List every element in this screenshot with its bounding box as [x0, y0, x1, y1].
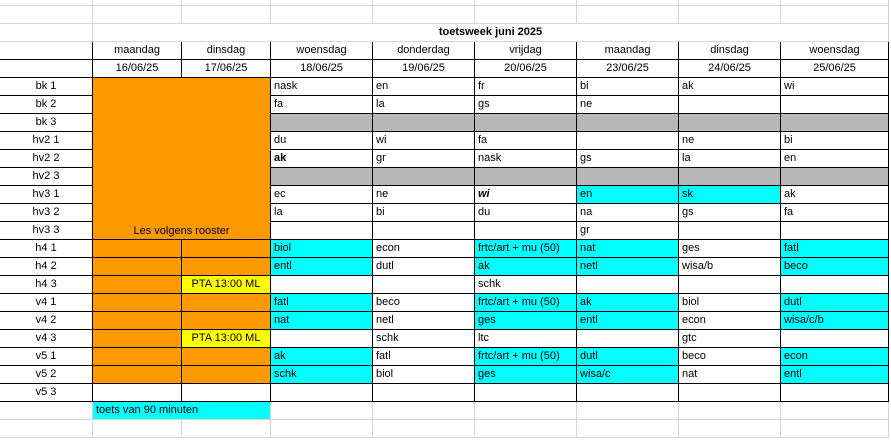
- sheet-cell[interactable]: [182, 366, 271, 384]
- row-label[interactable]: hv2 1: [0, 132, 93, 150]
- pta-cell[interactable]: PTA 13:00 ML: [182, 276, 271, 294]
- sheet-cell[interactable]: [182, 384, 271, 402]
- schedule-cell[interactable]: gtc: [679, 330, 781, 348]
- schedule-cell[interactable]: [271, 276, 373, 294]
- schedule-cell[interactable]: ak: [271, 150, 373, 168]
- schedule-cell[interactable]: frtc/art + mu (50): [475, 240, 577, 258]
- schedule-cell[interactable]: frtc/art + mu (50): [475, 294, 577, 312]
- empty-cell[interactable]: [781, 420, 889, 438]
- empty-cell[interactable]: [0, 6, 93, 24]
- schedule-cell[interactable]: frtc/art + mu (50): [475, 348, 577, 366]
- day-header[interactable]: woensdag: [271, 42, 373, 60]
- schedule-cell[interactable]: [271, 222, 373, 240]
- schedule-cell[interactable]: [577, 384, 679, 402]
- sheet-cell[interactable]: [93, 276, 182, 294]
- sheet-cell[interactable]: [93, 330, 182, 348]
- schedule-cell[interactable]: ak: [271, 348, 373, 366]
- date-header[interactable]: 18/06/25: [271, 60, 373, 78]
- legend-cell[interactable]: toets van 90 minuten: [93, 402, 271, 420]
- schedule-cell[interactable]: [679, 276, 781, 294]
- schedule-cell[interactable]: la: [271, 204, 373, 222]
- schedule-cell[interactable]: [577, 276, 679, 294]
- schedule-cell[interactable]: du: [271, 132, 373, 150]
- schedule-cell[interactable]: [271, 114, 373, 132]
- schedule-cell[interactable]: [679, 168, 781, 186]
- schedule-cell[interactable]: ne: [577, 96, 679, 114]
- schedule-cell[interactable]: [373, 168, 475, 186]
- schedule-cell[interactable]: [679, 114, 781, 132]
- row-label[interactable]: hv3 3: [0, 222, 93, 240]
- schedule-cell[interactable]: ltc: [475, 330, 577, 348]
- sheet-cell[interactable]: [182, 240, 271, 258]
- schedule-cell[interactable]: [373, 384, 475, 402]
- empty-cell[interactable]: [475, 402, 577, 420]
- sheet-cell[interactable]: [93, 258, 182, 276]
- sheet-cell[interactable]: [93, 384, 182, 402]
- schedule-cell[interactable]: netl: [373, 312, 475, 330]
- les-volgens-rooster-block[interactable]: Les volgens rooster: [93, 78, 271, 240]
- sheet-cell[interactable]: [182, 294, 271, 312]
- row-label[interactable]: v4 2: [0, 312, 93, 330]
- schedule-cell[interactable]: ne: [373, 186, 475, 204]
- schedule-cell[interactable]: [577, 330, 679, 348]
- row-label[interactable]: v5 3: [0, 384, 93, 402]
- schedule-cell[interactable]: entl: [577, 312, 679, 330]
- schedule-cell[interactable]: wisa/c/b: [781, 312, 889, 330]
- schedule-cell[interactable]: [781, 114, 889, 132]
- sheet-title[interactable]: toetsweek juni 2025: [93, 24, 889, 42]
- schedule-cell[interactable]: wi: [781, 78, 889, 96]
- empty-cell[interactable]: [0, 420, 93, 438]
- sheet-cell[interactable]: [93, 348, 182, 366]
- day-header[interactable]: vrijdag: [475, 42, 577, 60]
- schedule-cell[interactable]: econ: [373, 240, 475, 258]
- schedule-cell[interactable]: [475, 168, 577, 186]
- empty-cell[interactable]: [373, 402, 475, 420]
- schedule-cell[interactable]: entl: [271, 258, 373, 276]
- schedule-cell[interactable]: econ: [781, 348, 889, 366]
- schedule-cell[interactable]: wi: [373, 132, 475, 150]
- schedule-cell[interactable]: [373, 276, 475, 294]
- schedule-cell[interactable]: beco: [679, 348, 781, 366]
- schedule-cell[interactable]: [781, 222, 889, 240]
- sheet-cell[interactable]: [93, 294, 182, 312]
- schedule-cell[interactable]: netl: [577, 258, 679, 276]
- schedule-cell[interactable]: beco: [373, 294, 475, 312]
- date-header[interactable]: 20/06/25: [475, 60, 577, 78]
- schedule-cell[interactable]: nat: [577, 240, 679, 258]
- schedule-cell[interactable]: biol: [679, 294, 781, 312]
- schedule-cell[interactable]: [373, 222, 475, 240]
- schedule-cell[interactable]: fatl: [781, 240, 889, 258]
- schedule-cell[interactable]: [577, 114, 679, 132]
- schedule-cell[interactable]: ec: [271, 186, 373, 204]
- schedule-cell[interactable]: bi: [373, 204, 475, 222]
- row-label[interactable]: v5 1: [0, 348, 93, 366]
- row-label[interactable]: hv3 2: [0, 204, 93, 222]
- schedule-cell[interactable]: la: [373, 96, 475, 114]
- schedule-cell[interactable]: biol: [271, 240, 373, 258]
- empty-cell[interactable]: [373, 6, 475, 24]
- schedule-cell[interactable]: gs: [475, 96, 577, 114]
- schedule-cell[interactable]: gs: [577, 150, 679, 168]
- empty-cell[interactable]: [93, 420, 182, 438]
- empty-cell[interactable]: [271, 402, 373, 420]
- empty-cell[interactable]: [0, 24, 93, 42]
- row-label[interactable]: v4 1: [0, 294, 93, 312]
- day-header[interactable]: maandag: [577, 42, 679, 60]
- row-label[interactable]: v5 2: [0, 366, 93, 384]
- date-header[interactable]: 17/06/25: [182, 60, 271, 78]
- empty-cell[interactable]: [271, 420, 373, 438]
- sheet-cell[interactable]: [182, 348, 271, 366]
- row-label[interactable]: bk 3: [0, 114, 93, 132]
- row-label[interactable]: hv2 2: [0, 150, 93, 168]
- schedule-cell[interactable]: fatl: [271, 294, 373, 312]
- row-label[interactable]: h4 1: [0, 240, 93, 258]
- schedule-cell[interactable]: fa: [271, 96, 373, 114]
- schedule-cell[interactable]: [271, 168, 373, 186]
- schedule-cell[interactable]: [781, 168, 889, 186]
- schedule-cell[interactable]: fatl: [373, 348, 475, 366]
- schedule-cell[interactable]: schk: [271, 366, 373, 384]
- empty-cell[interactable]: [0, 402, 93, 420]
- day-header[interactable]: donderdag: [373, 42, 475, 60]
- sheet-cell[interactable]: [93, 240, 182, 258]
- schedule-cell[interactable]: wisa/c: [577, 366, 679, 384]
- empty-cell[interactable]: [0, 42, 93, 60]
- schedule-cell[interactable]: ges: [475, 312, 577, 330]
- empty-cell[interactable]: [475, 420, 577, 438]
- schedule-cell[interactable]: schk: [475, 276, 577, 294]
- schedule-cell[interactable]: [781, 384, 889, 402]
- schedule-cell[interactable]: ak: [679, 78, 781, 96]
- date-header[interactable]: 19/06/25: [373, 60, 475, 78]
- schedule-cell[interactable]: en: [577, 186, 679, 204]
- schedule-cell[interactable]: gr: [373, 150, 475, 168]
- empty-cell[interactable]: [182, 6, 271, 24]
- schedule-cell[interactable]: gr: [577, 222, 679, 240]
- empty-cell[interactable]: [679, 402, 781, 420]
- schedule-cell[interactable]: ne: [679, 132, 781, 150]
- row-label[interactable]: hv2 3: [0, 168, 93, 186]
- row-label[interactable]: h4 3: [0, 276, 93, 294]
- day-header[interactable]: maandag: [93, 42, 182, 60]
- schedule-cell[interactable]: en: [373, 78, 475, 96]
- schedule-cell[interactable]: nask: [271, 78, 373, 96]
- date-header[interactable]: 16/06/25: [93, 60, 182, 78]
- schedule-cell[interactable]: [781, 276, 889, 294]
- schedule-cell[interactable]: [679, 384, 781, 402]
- empty-cell[interactable]: [373, 420, 475, 438]
- schedule-cell[interactable]: econ: [679, 312, 781, 330]
- schedule-cell[interactable]: ges: [475, 366, 577, 384]
- sheet-cell[interactable]: [93, 312, 182, 330]
- schedule-cell[interactable]: nask: [475, 150, 577, 168]
- schedule-cell[interactable]: wi: [475, 186, 577, 204]
- schedule-cell[interactable]: la: [679, 150, 781, 168]
- schedule-cell[interactable]: na: [577, 204, 679, 222]
- schedule-cell[interactable]: dutl: [577, 348, 679, 366]
- empty-cell[interactable]: [475, 6, 577, 24]
- schedule-cell[interactable]: ak: [577, 294, 679, 312]
- date-header[interactable]: 25/06/25: [781, 60, 889, 78]
- date-header[interactable]: 24/06/25: [679, 60, 781, 78]
- schedule-cell[interactable]: dutl: [373, 258, 475, 276]
- empty-cell[interactable]: [679, 420, 781, 438]
- empty-cell[interactable]: [93, 6, 182, 24]
- schedule-cell[interactable]: [475, 114, 577, 132]
- schedule-cell[interactable]: fr: [475, 78, 577, 96]
- schedule-cell[interactable]: sk: [679, 186, 781, 204]
- row-label[interactable]: v4 3: [0, 330, 93, 348]
- schedule-cell[interactable]: [781, 330, 889, 348]
- schedule-cell[interactable]: [781, 96, 889, 114]
- sheet-cell[interactable]: [182, 312, 271, 330]
- row-label[interactable]: hv3 1: [0, 186, 93, 204]
- empty-cell[interactable]: [577, 6, 679, 24]
- row-label[interactable]: bk 1: [0, 78, 93, 96]
- sheet-cell[interactable]: [93, 366, 182, 384]
- schedule-cell[interactable]: entl: [781, 366, 889, 384]
- schedule-cell[interactable]: [679, 96, 781, 114]
- empty-cell[interactable]: [679, 6, 781, 24]
- day-header[interactable]: woensdag: [781, 42, 889, 60]
- empty-cell[interactable]: [271, 6, 373, 24]
- schedule-cell[interactable]: [577, 168, 679, 186]
- row-label[interactable]: bk 2: [0, 96, 93, 114]
- schedule-cell[interactable]: [577, 132, 679, 150]
- schedule-cell[interactable]: [475, 384, 577, 402]
- schedule-cell[interactable]: [475, 222, 577, 240]
- day-header[interactable]: dinsdag: [182, 42, 271, 60]
- schedule-cell[interactable]: [271, 330, 373, 348]
- schedule-cell[interactable]: nat: [271, 312, 373, 330]
- schedule-cell[interactable]: du: [475, 204, 577, 222]
- empty-cell[interactable]: [577, 420, 679, 438]
- empty-cell[interactable]: [781, 6, 889, 24]
- empty-cell[interactable]: [182, 420, 271, 438]
- schedule-cell[interactable]: ak: [475, 258, 577, 276]
- schedule-cell[interactable]: bi: [781, 132, 889, 150]
- row-label[interactable]: h4 2: [0, 258, 93, 276]
- schedule-cell[interactable]: fa: [475, 132, 577, 150]
- empty-cell[interactable]: [0, 60, 93, 78]
- schedule-cell[interactable]: fa: [781, 204, 889, 222]
- schedule-cell[interactable]: biol: [373, 366, 475, 384]
- schedule-cell[interactable]: ak: [781, 186, 889, 204]
- schedule-cell[interactable]: [679, 222, 781, 240]
- schedule-cell[interactable]: [271, 384, 373, 402]
- schedule-cell[interactable]: en: [781, 150, 889, 168]
- empty-cell[interactable]: [577, 402, 679, 420]
- schedule-cell[interactable]: ges: [679, 240, 781, 258]
- schedule-cell[interactable]: dutl: [781, 294, 889, 312]
- day-header[interactable]: dinsdag: [679, 42, 781, 60]
- pta-cell[interactable]: PTA 13:00 ML: [182, 330, 271, 348]
- schedule-cell[interactable]: schk: [373, 330, 475, 348]
- schedule-cell[interactable]: gs: [679, 204, 781, 222]
- date-header[interactable]: 23/06/25: [577, 60, 679, 78]
- schedule-cell[interactable]: beco: [781, 258, 889, 276]
- schedule-cell[interactable]: nat: [679, 366, 781, 384]
- empty-cell[interactable]: [781, 402, 889, 420]
- schedule-cell[interactable]: wisa/b: [679, 258, 781, 276]
- sheet-cell[interactable]: [182, 258, 271, 276]
- schedule-cell[interactable]: bi: [577, 78, 679, 96]
- schedule-cell[interactable]: [373, 114, 475, 132]
